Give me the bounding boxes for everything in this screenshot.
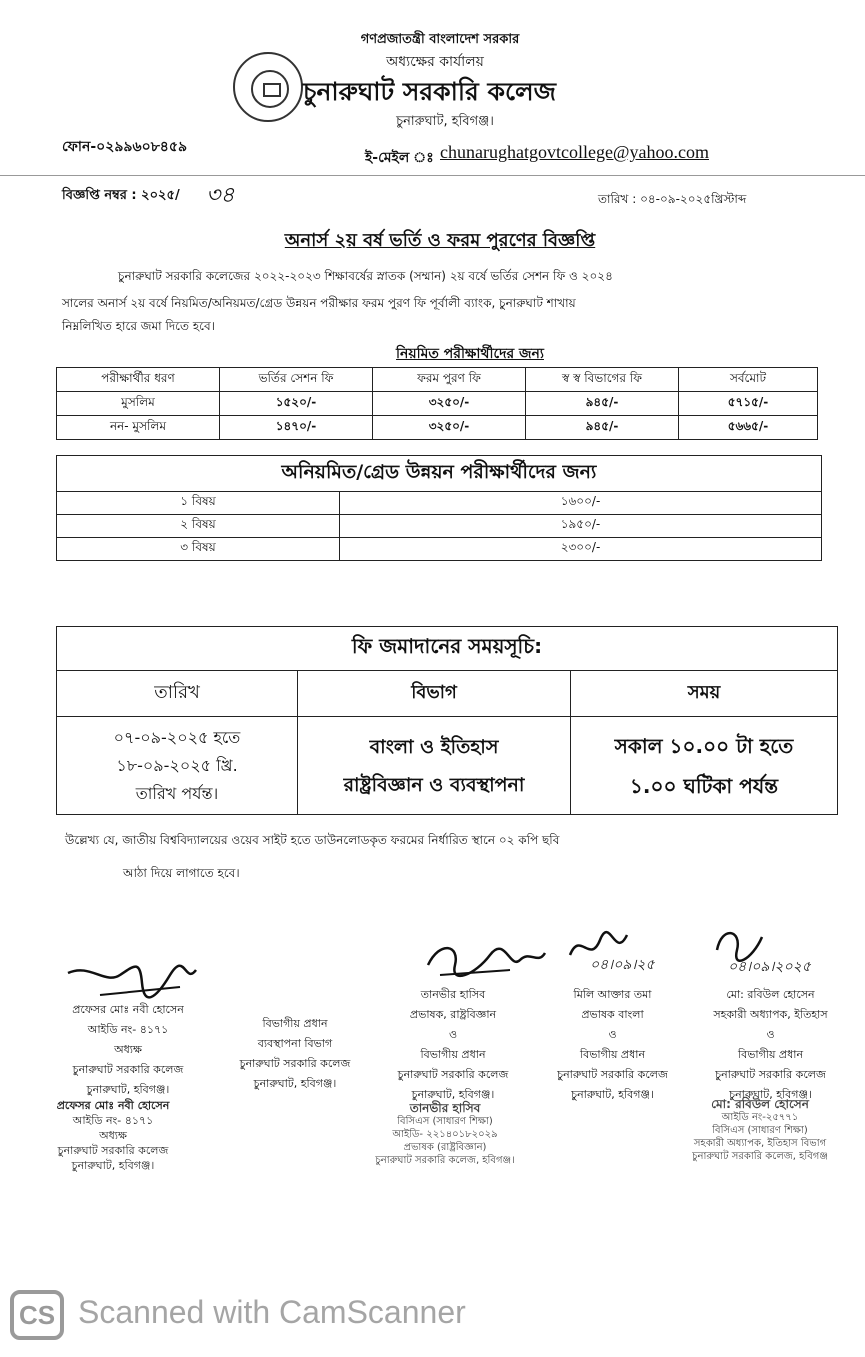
table-cell: ৫৭১৫/- xyxy=(679,392,818,416)
schedule-header-row xyxy=(57,671,838,717)
header-cell: ভর্তির সেশন ফি xyxy=(220,368,373,392)
sig-line: মো: রবিউল হোসেন xyxy=(726,988,815,1001)
schedule-caption: ফি জমাদানের সময়সূচি: xyxy=(57,627,838,671)
stamp-line: প্রভাষক (রাষ্ট্রবিজ্ঞান) xyxy=(403,1142,487,1153)
header-cell: সময় xyxy=(571,671,838,717)
management-signature-block xyxy=(215,1014,375,1094)
sig-line: চুনারুঘাট, হবিগঞ্জ। xyxy=(86,1083,170,1096)
dept-line: বাংলা ও ইতিহাস xyxy=(369,735,499,758)
table-cell: ৯৪৫/- xyxy=(526,416,679,440)
table-row xyxy=(57,416,818,440)
principal-stamp xyxy=(28,1098,198,1173)
notice-body-line-2: সালের অনার্স ২য় বর্ষে নিয়মিত/অনিয়মত/গ্রেড উন্নয়ন পরীক্ষার ফরম পুরণ ফি পূর্বালী ব্যাংক, চুনারুঘাট শাখায় xyxy=(62,296,576,310)
sig-line: ও xyxy=(608,1028,617,1041)
header-cell: তারিখ xyxy=(57,671,298,717)
stamp-line: চুনারুঘাট সরকারি কলেজ, হবিগঞ্জ। xyxy=(375,1155,515,1166)
college-seal xyxy=(233,52,303,122)
schedule-row xyxy=(57,717,838,815)
sig-line: ব্যবস্থাপনা বিভাগ xyxy=(257,1037,333,1050)
stamp-line: মো: রবিউল হোসেন xyxy=(711,1097,809,1111)
stamp-line: চুনারুঘাট, হবিগঞ্জ। xyxy=(71,1159,155,1172)
table-cell: ১৬০০/- xyxy=(340,492,822,515)
camscanner-text: Scanned with CamScanner xyxy=(78,1294,466,1330)
irregular-caption: অনিয়মিত/গ্রেড উন্নয়ন পরীক্ষার্থীদের জন্য xyxy=(57,456,822,492)
sig-line: চুনারুঘাট সরকারি কলেজ xyxy=(397,1068,509,1081)
header-cell: পরীক্ষার্থীর ধরণ xyxy=(57,368,220,392)
history-stamp xyxy=(665,1098,855,1163)
stamp-line: বিসিএস (সাধারণ শিক্ষা) xyxy=(712,1125,808,1136)
stamp-line: আইডি- ২২১৪০১৮২০২৯ xyxy=(392,1129,498,1140)
sig-line: আইডি নং- ৪১৭১ xyxy=(87,1023,169,1036)
stamp-line: সহকারী অধ্যাপক, ইতিহাস বিভাগ xyxy=(693,1138,827,1149)
stamp-line: আইডি নং- ৪১৭১ xyxy=(72,1114,154,1127)
notice-number-label: বিজ্ঞপ্তি নম্বর : ২০২৫/ xyxy=(62,188,180,203)
table-cell: ৩২৫০/- xyxy=(373,416,526,440)
sig-line: প্রভাষক বাংলা xyxy=(581,1008,644,1021)
sig-line: অধ্যক্ষ xyxy=(114,1043,142,1056)
sig-line: চুনারুঘাট সরকারি কলেজ xyxy=(72,1063,184,1076)
sig-line: ও xyxy=(448,1028,458,1041)
table-cell: ২ বিষয় xyxy=(57,515,340,538)
table-cell: ৩২৫০/- xyxy=(373,392,526,416)
note-line-2: আঠা দিয়ে লাগাতে হবে। xyxy=(123,866,240,880)
camscanner-logo: CS xyxy=(10,1290,64,1340)
schedule-caption-row xyxy=(57,627,838,671)
header-cell: বিভাগ xyxy=(298,671,571,717)
table-cell: ১৫২০/- xyxy=(220,392,373,416)
table-cell: মুসলিম xyxy=(57,392,220,416)
note-line-1: উল্লেখ্য যে, জাতীয় বিশ্ববিদ্যালয়ের ওয়েব সাইট হতে ডাউনলোডকৃত ফরমের নির্ধারিত স্থানে ০২ কপি ছবি xyxy=(65,833,560,847)
office-title: অধ্যক্ষের কার্যালয় xyxy=(386,54,484,70)
bangla-sign-date: ০৪।০৯।২৫ xyxy=(590,957,655,973)
sig-line: বিভাগীয় প্রধান xyxy=(579,1048,646,1061)
polsci-signature-block xyxy=(378,985,528,1105)
stamp-line: বিসিএস (সাধারণ শিক্ষা) xyxy=(397,1116,493,1127)
sig-line: চুনারুঘাট, হবিগঞ্জ। xyxy=(571,1088,654,1101)
email-address: chunarughatgovtcollege@yahoo.com xyxy=(440,142,709,162)
history-sign-date: ০৪।০৯।২০২৫ xyxy=(728,959,811,975)
stamp-line: অধ্যক্ষ xyxy=(99,1129,127,1142)
notice-body-line-1: চুনারুঘাট সরকারি কলেজের ২০২২-২০২৩ শিক্ষাবর্ষের স্নাতক (সম্মান) ২য় বর্ষে ভর্তির সেশন ফি ও ২০২৪ xyxy=(118,269,613,283)
polsci-signature xyxy=(420,935,550,985)
table-cell: ১ বিষয় xyxy=(57,492,340,515)
header-cell: ফরম পুরণ ফি xyxy=(373,368,526,392)
table-cell: ১৪৭০/- xyxy=(220,416,373,440)
history-signature-block xyxy=(688,985,853,1105)
table-row xyxy=(57,515,822,538)
sig-line: বিভাগীয় প্রধান xyxy=(262,1017,328,1030)
sig-line: তানভীর হাসিব xyxy=(420,988,486,1001)
schedule-table xyxy=(56,626,838,815)
schedule-time-cell xyxy=(571,717,838,815)
gov-title: গণপ্রজাতন্ত্রী বাংলাদেশ সরকার xyxy=(360,32,520,47)
irregular-caption-row xyxy=(57,456,822,492)
sig-line: চুনারুঘাট সরকারি কলেজ xyxy=(239,1057,351,1070)
stamp-line: প্রফেসর মোঃ নবী হোসেন xyxy=(56,1099,170,1112)
date-line: ০৭-০৯-২০২৫ হতে xyxy=(113,727,241,747)
notice-body-line-3: নিম্নলিখিত হারে জমা দিতে হবে। xyxy=(62,319,215,333)
sig-line: বিভাগীয় প্রধান xyxy=(420,1048,486,1061)
notice-date: তারিখ : ০৪-০৯-২০২৫খ্রিস্টাব্দ xyxy=(598,192,747,206)
header-cell: সর্বমোট xyxy=(679,368,818,392)
notice-title: অনার্স ২য় বর্ষ ভর্তি ও ফরম পুরণের বিজ্ঞপ্তি xyxy=(284,230,596,251)
college-name: চুনারুঘাট সরকারি কলেজ xyxy=(303,77,557,106)
table-cell: ১৯৫০/- xyxy=(340,515,822,538)
sig-line: চুনারুঘাট সরকারি কলেজ xyxy=(715,1068,826,1081)
regular-fee-table xyxy=(56,367,818,440)
table-row xyxy=(57,392,818,416)
sig-line: চুনারুঘাট, হবিগঞ্জ। xyxy=(411,1088,495,1101)
principal-signature-block xyxy=(48,1000,208,1100)
table-cell: ৩ বিষয় xyxy=(57,538,340,561)
sig-line: প্রভাষক, রাষ্ট্রবিজ্ঞান xyxy=(409,1008,497,1021)
schedule-date-cell xyxy=(57,717,298,815)
book-icon xyxy=(263,83,281,97)
time-line: ১.০০ ঘটিকা পর্যন্ত xyxy=(629,773,779,798)
sig-line: বিভাগীয় প্রধান xyxy=(737,1048,804,1061)
bangla-signature-block xyxy=(540,985,685,1105)
table-cell: ৫৬৬৫/- xyxy=(679,416,818,440)
sig-line: চুনারুঘাট, হবিগঞ্জ। xyxy=(729,1088,812,1101)
stamp-line: চুনারুঘাট সরকারি কলেজ, হবিগঞ্জ xyxy=(692,1151,828,1162)
stamp-line: তানভীর হাসিব xyxy=(409,1101,481,1115)
table-row xyxy=(57,492,822,515)
college-location: চুনারুঘাট, হবিগঞ্জ। xyxy=(396,114,494,129)
regular-header-row xyxy=(57,368,818,392)
table-row xyxy=(57,538,822,561)
stamp-line: আইডি নং-২৫৭৭১ xyxy=(721,1112,799,1123)
dept-line: রাষ্ট্রবিজ্ঞান ও ব্যবস্থাপনা xyxy=(343,773,525,796)
header-cell: স্ব স্ব বিভাগের ফি xyxy=(526,368,679,392)
table-cell: নন- মুসলিম xyxy=(57,416,220,440)
irregular-fee-table xyxy=(56,455,822,561)
schedule-dept-cell xyxy=(298,717,571,815)
sig-line: মিলি আক্তার তমা xyxy=(573,988,652,1001)
regular-caption: নিয়মিত পরীক্ষার্থীদের জন্য xyxy=(396,346,544,362)
sig-line: সহকারী অধ্যাপক, ইতিহাস xyxy=(713,1008,828,1021)
date-line: তারিখ পর্যন্ত। xyxy=(135,783,219,803)
seal-inner-ring xyxy=(251,70,289,108)
table-cell: ২৩০০/- xyxy=(340,538,822,561)
email-label: ই-মেইল ঃ xyxy=(365,150,434,166)
sig-line: চুনারুঘাট সরকারি কলেজ xyxy=(557,1068,668,1081)
sig-line: চুনারুঘাট, হবিগঞ্জ। xyxy=(253,1077,337,1090)
stamp-line: চুনারুঘাট সরকারি কলেজ xyxy=(57,1144,169,1157)
table-cell: ৯৪৫/- xyxy=(526,392,679,416)
header-divider xyxy=(0,175,865,176)
sig-line: প্রফেসর মোঃ নবী হোসেন xyxy=(72,1003,184,1016)
time-line: সকাল ১০.০০ টা হতে xyxy=(614,733,794,758)
sig-line: ও xyxy=(766,1028,775,1041)
notice-number-handwritten: ৩৪ xyxy=(206,183,235,208)
phone-number: ফোন-০২৯৯৬০৮৪৫৯ xyxy=(62,139,188,155)
polsci-stamp xyxy=(345,1102,545,1167)
date-line: ১৮-০৯-২০২৫ খ্রি. xyxy=(116,755,238,775)
